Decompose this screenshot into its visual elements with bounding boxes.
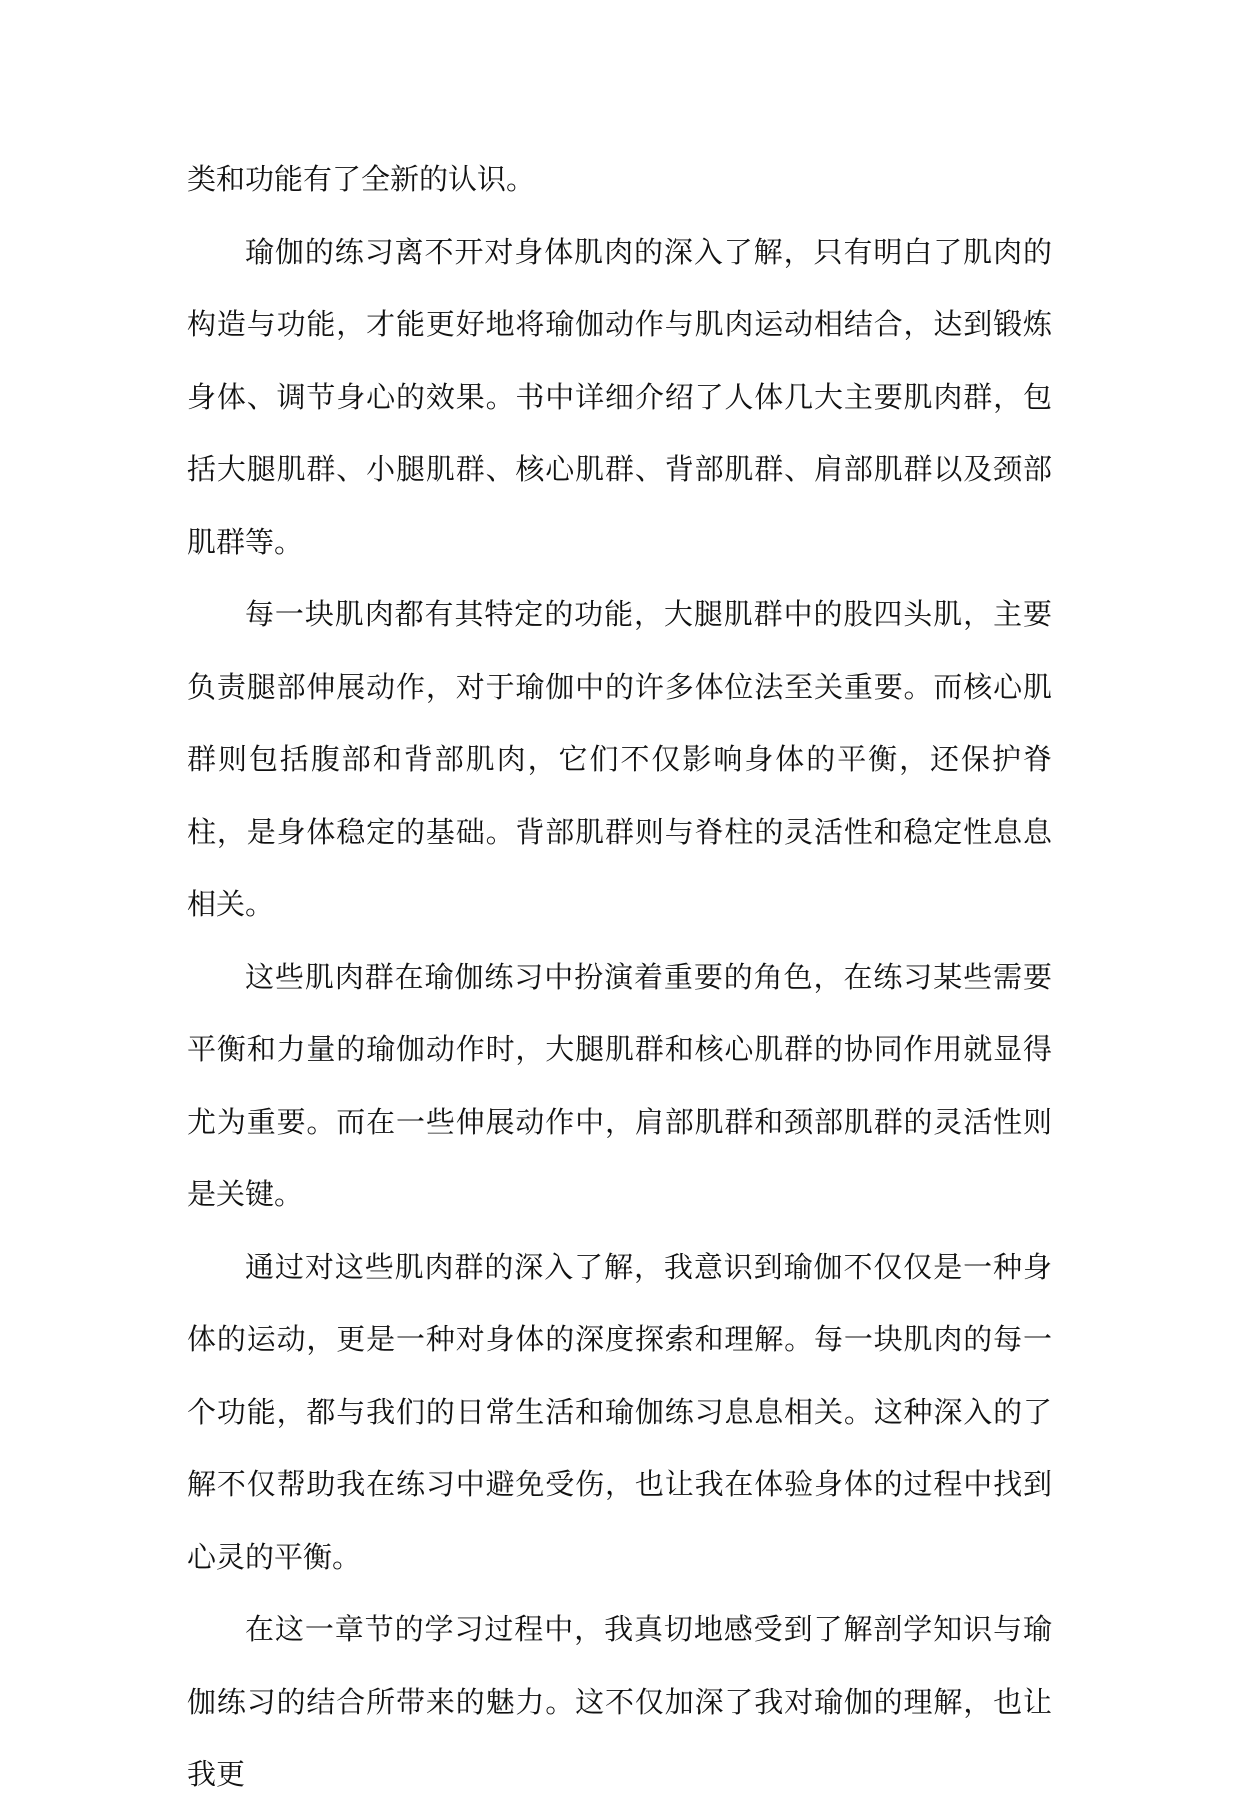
paragraph-muscle-understanding: 瑜伽的练习离不开对身体肌肉的深入了解，只有明白了肌肉的构造与功能，才能更好地将瑜伽动作与肌肉运动相结合，达到锻炼身体、调节身心的效果。书中详细介绍了人体几大主要肌肉群，包括大腿肌群、小腿肌群、核心肌群、背部肌群、肩部肌群以及颈部肌群等。 xyxy=(187,234,1052,559)
paragraph-body-exploration: 通过对这些肌肉群的深入了解，我意识到瑜伽不仅仅是一种身体的运动，更是一种对身体的深度探索和理解。每一块肌肉的每一个功能，都与我们的日常生活和瑜伽练习息息相关。这种深入的了解不仅帮助我在练习中避免受伤，也让我在体验身体的过程中找到心灵的平衡。 xyxy=(187,1249,1052,1574)
paragraph-continuation: 类和功能有了全新的认识。 xyxy=(187,162,536,196)
body-text xyxy=(187,143,1052,1811)
paragraph-muscle-roles: 这些肌肉群在瑜伽练习中扮演着重要的角色，在练习某些需要平衡和力量的瑜伽动作时，大腿肌群和核心肌群的协同作用就显得尤为重要。而在一些伸展动作中，肩部肌群和颈部肌群的灵活性则是关键。 xyxy=(187,959,1052,1211)
paragraph-chapter-reflection: 在这一章节的学习过程中，我真切地感受到了解剖学知识与瑜伽练习的结合所带来的魅力。这不仅加深了我对瑜伽的理解，也让我更 xyxy=(187,1612,1052,1791)
paragraph-muscle-functions: 每一块肌肉都有其特定的功能，大腿肌群中的股四头肌，主要负责腿部伸展动作，对于瑜伽中的许多体位法至关重要。而核心肌群则包括腹部和背部肌肉，它们不仅影响身体的平衡，还保护脊柱，是身体稳定的基础。背部肌群则与脊柱的灵活性和稳定性息息相关。 xyxy=(187,597,1052,921)
